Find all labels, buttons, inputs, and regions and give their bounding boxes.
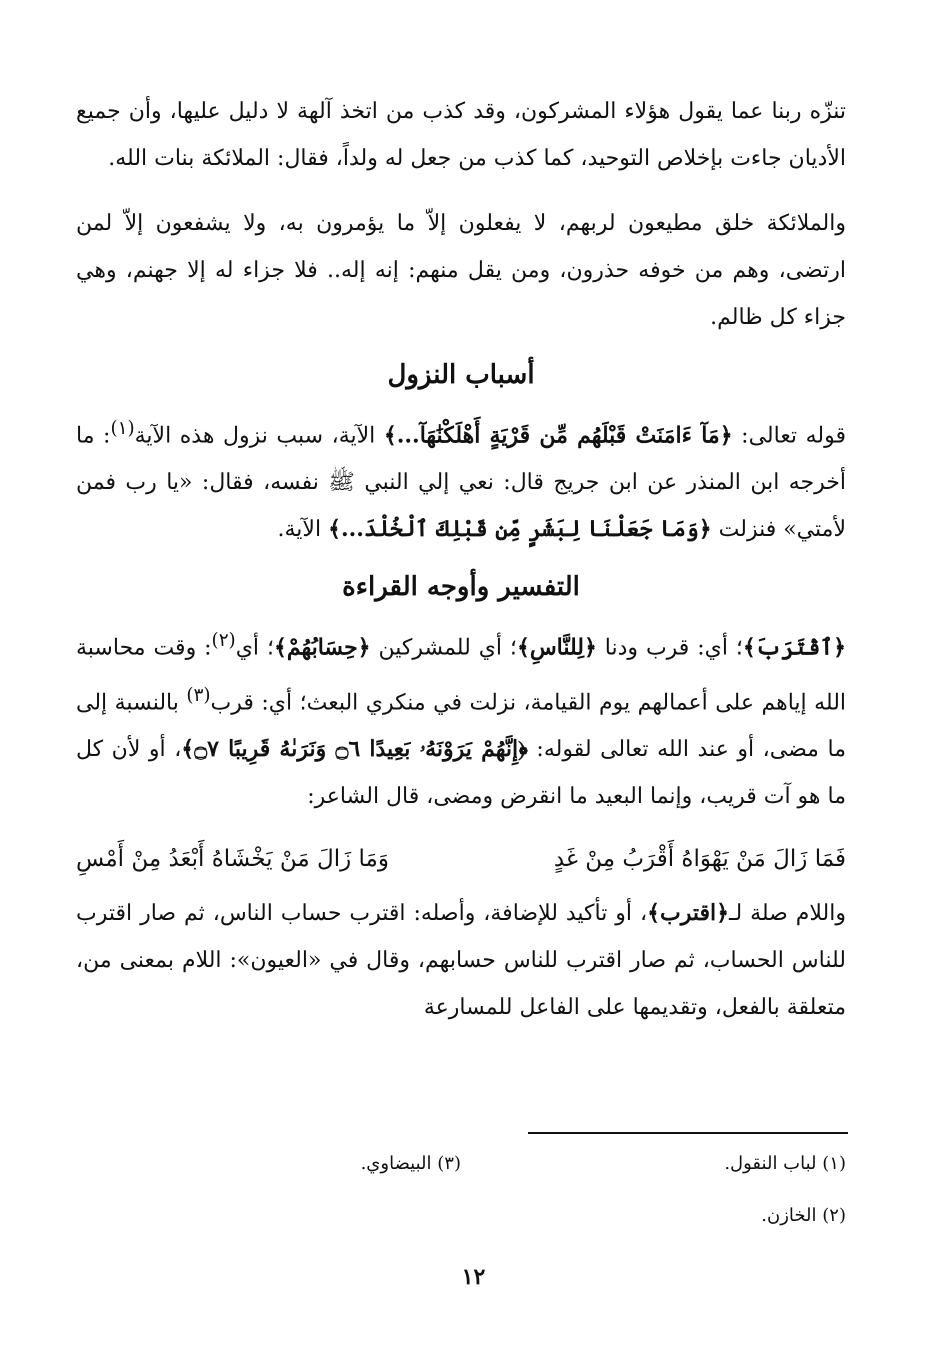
section-heading-tafsir: التفسير وأوجه القراءة [342, 572, 580, 603]
quran-quote: ﴿وَمَا جَعَلْنَا لِبَشَرٍ مِّن قَبْلِكَ ٱلْخُلْدَ...﴾ [328, 516, 712, 543]
footnote-row [76, 1202, 846, 1230]
footnote-ref: (٢) [211, 630, 236, 652]
quran-quote: ﴿مَآ ءَامَنَتْ قَبْلَهُم مِّن قَرْيَةٍ أَهْلَكْنَٰهَآ...﴾ [383, 422, 733, 449]
page-content [76, 88, 846, 1031]
text-run: ، أو تأكيد للإضافة، وأصله: اقترب حساب الناس، ثم صار اقترب للناس الحساب، ثم صار اقترب للناس حسابهم، وقال في «العيون»: اللام بمعنى من، متعلقة بالفعل، وتقديمها على الفاعل للمسارعة [76, 900, 846, 1020]
text-run: قوله تعالى: [732, 423, 846, 449]
text-run: ؛ أي: قرب ودنا [596, 635, 743, 661]
footnote [76, 1150, 461, 1178]
verse-first-half: فَمَا زَالَ مَنْ يَهْوَاهُ أَقْرَبُ مِنْ غَدٍ [553, 845, 846, 872]
quran-quote: ﴿لِلنَّاسِ﴾ [516, 634, 597, 661]
footnote-text: الخازن. [761, 1205, 817, 1226]
quran-quote: ﴿اقترب﴾ [647, 899, 729, 926]
text-run: الآية. [277, 517, 329, 543]
text-run: ، أو لأن كل ما هو آت قريب، وإنما البعيد ما انقرض ومضى، قال الشاعر: [76, 736, 846, 809]
footnote-number: (٢) [822, 1205, 846, 1226]
section-heading-asbab-al-nuzul: أسباب النزول [387, 360, 535, 390]
quran-quote: ﴿إِنَّهُمْ يَرَوْنَهُۥ بَعِيدًا ۝٦ وَنَرَىٰهُ قَرِيبًا ۝٧﴾ [181, 735, 528, 762]
footnote-number: (١) [822, 1153, 846, 1174]
poetry-verse [76, 834, 846, 884]
footnote [446, 1202, 846, 1230]
page-number: ١٢ [461, 1264, 486, 1290]
footnote-ref: (٣) [186, 684, 211, 706]
quran-quote: ﴿حِسَابُهُمْ﴾ [273, 634, 371, 661]
text-run: بالنسبة إلى ما مضى، أو عند الله تعالى لقوله: [76, 689, 846, 762]
paragraph: تنزّه ربنا عما يقول هؤلاء المشركون، وقد كذب من اتخذ آلهة لا دليل عليها، وأن جميع الأديان جاءت بإخلاص التوحيد، كما كذب من جعل له ولداً، فقال: الملائكة بنات الله. [76, 99, 846, 171]
footnote [461, 1150, 846, 1178]
text-run: ؛ أي [235, 635, 274, 661]
paragraph [76, 890, 846, 1031]
footnote-text: لباب النقول. [724, 1153, 817, 1174]
text-run: ؛ أي للمشركين [370, 635, 517, 661]
footnote-number: (٣) [437, 1153, 461, 1174]
footnote-text: البيضاوي. [360, 1153, 432, 1174]
paragraph: والملائكة خلق مطيعون لربهم، لا يفعلون إلاّ ما يؤمرون به، ولا يشفعون إلاّ لمن ارتضى، وهم من خوفه حذرون، ومن يقل منهم: إنه إله.. فلا جزاء له إلا جهنم، وهي جزاء كل ظالم. [76, 211, 846, 330]
text-run: واللام صلة لـ [729, 900, 846, 926]
footnote-separator [528, 1132, 848, 1134]
quran-quote: ﴿ٱقْتَرَبَ﴾ [742, 634, 846, 661]
text-run: الآية، سبب نزول هذه الآية [134, 423, 384, 449]
text-run: : وقت محاسبة الله إياهم على أعمالهم يوم القيامة، نزلت في منكري البعث؛ أي: قرب [76, 635, 847, 715]
paragraph [76, 617, 846, 820]
text-run: : ما أخرجه ابن المنذر عن ابن جريج قال: نعي إلي النبي ﷺ نفسه، فقال: «يا رب فمن لأمتي» فنزلت [76, 423, 846, 543]
footnote-row [76, 1150, 846, 1178]
footnote-ref: (١) [110, 418, 135, 439]
verse-second-half: وَمَا زَالَ مَنْ يَخْشَاهُ أَبْعَدُ مِنْ أَمْسِ [76, 845, 389, 872]
footnotes [76, 1150, 846, 1230]
paragraph [76, 405, 846, 553]
